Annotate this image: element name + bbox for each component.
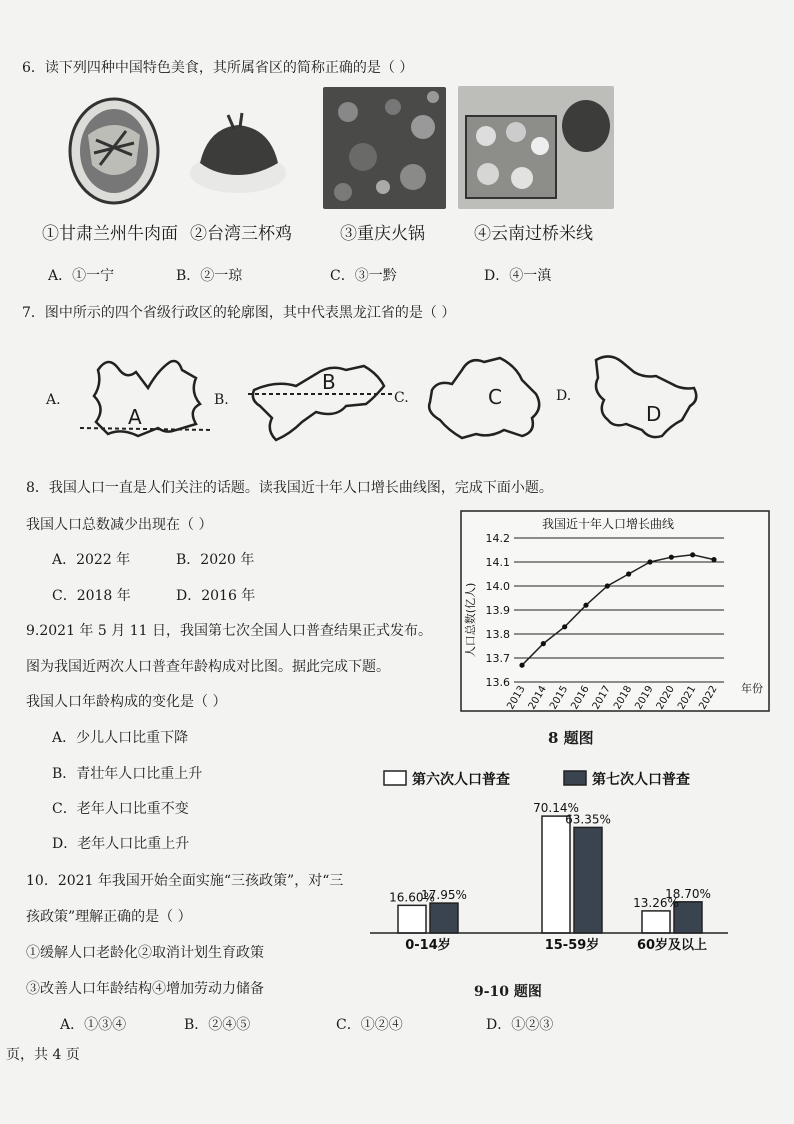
q7-option-b[interactable]: B. [214, 392, 229, 408]
x-tick-label: 2022 [697, 684, 720, 712]
y-tick-label: 13.6 [485, 676, 510, 689]
q10-stem-line-2: 孩政策”理解正确的是（ ） [26, 909, 192, 925]
x-tick-label: 2014 [526, 684, 549, 712]
q7-option-d[interactable]: D. [556, 388, 572, 404]
fig8-caption: 8 题图 [548, 729, 594, 747]
q10-statements-1: ①缓解人口老龄化②取消计划生育政策 [26, 945, 264, 961]
q7-option-a[interactable]: A. [46, 392, 61, 408]
caption-4: ④云南过桥米线 [474, 224, 593, 244]
shape-label-a: A [128, 405, 142, 429]
category-label: 15-59岁 [544, 938, 600, 953]
legend-label: 第七次人口普查 [592, 772, 690, 788]
bar [430, 903, 458, 933]
q6-option-d[interactable]: D．④一滇 [484, 268, 552, 284]
bar-value-label: 17.95% [421, 888, 467, 903]
y-tick-label: 14.1 [485, 556, 510, 569]
data-point [626, 571, 631, 576]
shape-label-d: D [646, 402, 662, 426]
data-point [583, 603, 588, 608]
bar [542, 816, 570, 933]
q9-option-b[interactable]: B．青壮年人口比重上升 [52, 766, 203, 782]
data-point [647, 559, 652, 564]
shape-label-b: B [322, 370, 336, 394]
q8-option-c[interactable]: C．2018 年 [52, 588, 131, 604]
q6-option-b[interactable]: B．②一琼 [176, 268, 243, 284]
q8-stem: 8．我国人口一直是人们关注的话题。读我国近十年人口增长曲线图，完成下面小题。 [26, 480, 553, 496]
legend-swatch [564, 771, 586, 785]
bar-value-label: 18.70% [665, 886, 711, 901]
caption-3: ③重庆火锅 [340, 224, 425, 244]
caption-1: ①甘肃兰州牛肉面 [42, 224, 178, 244]
q9-option-a[interactable]: A．少儿人口比重下降 [52, 730, 189, 746]
x-tick-label: 2017 [590, 684, 613, 712]
caption-2: ②台湾三杯鸡 [190, 224, 292, 244]
q10-option-d[interactable]: D．①②③ [486, 1017, 554, 1033]
legend-swatch [384, 771, 406, 785]
x-tick-label: 2021 [676, 684, 699, 712]
fig910-caption: 9-10 题图 [474, 984, 542, 1000]
bar [642, 911, 670, 933]
bar-value-label: 13.26% [633, 895, 679, 910]
y-tick-label: 13.7 [485, 652, 510, 665]
q9-option-d[interactable]: D．老年人口比重上升 [52, 836, 190, 852]
y-tick-label: 13.8 [485, 628, 510, 641]
q6-option-a[interactable]: A．①一宁 [48, 268, 115, 284]
province-outline-b [246, 360, 396, 444]
q10-option-b[interactable]: B．②④⑤ [184, 1017, 251, 1033]
bar-value-label: 63.35% [565, 812, 611, 827]
bar-value-label: 16.60% [389, 890, 435, 905]
x-tick-label: 2016 [569, 684, 592, 712]
q8-option-b[interactable]: B．2020 年 [176, 552, 255, 568]
x-tick-label: 2018 [612, 684, 635, 712]
data-point [711, 557, 716, 562]
data-point [519, 663, 524, 668]
category-label: 0-14岁 [405, 938, 451, 953]
line-chart-xlabel: 年份 [741, 682, 763, 695]
y-tick-label: 13.9 [485, 604, 510, 617]
province-outline-a [78, 350, 214, 442]
shape-label-c: C [488, 385, 502, 409]
population-line-chart [460, 510, 770, 712]
line-chart-ylabel: 人口总数(亿人) [464, 582, 477, 658]
q10-statements-2: ③改善人口年龄结构④增加劳动力储备 [26, 981, 264, 997]
bar [574, 827, 602, 933]
q10-option-c[interactable]: C．①②④ [336, 1017, 403, 1033]
q8-option-a[interactable]: A．2022 年 [52, 552, 131, 568]
beef-noodle-photo [66, 95, 162, 207]
q8-sub: 我国人口总数减少出现在（ ） [26, 517, 213, 533]
data-point [605, 583, 610, 588]
bar-value-label: 70.14% [533, 801, 579, 816]
x-tick-label: 2020 [654, 684, 677, 712]
q8-option-d[interactable]: D．2016 年 [176, 588, 256, 604]
three-cup-chicken-photo [188, 103, 288, 198]
rice-noodle-photo [458, 86, 614, 209]
x-tick-label: 2019 [633, 684, 656, 712]
q9-sub: 我国人口年龄构成的变化是（ ） [26, 694, 227, 710]
category-label: 60岁及以上 [636, 938, 708, 953]
x-tick-label: 2013 [505, 684, 528, 712]
hotpot-photo [323, 87, 446, 209]
data-point [562, 624, 567, 629]
q6-stem: 6．读下列四种中国特色美食，其所属省区的简称正确的是（ ） [22, 60, 414, 76]
bar [398, 905, 426, 933]
data-point [669, 555, 674, 560]
legend-label: 第六次人口普查 [412, 772, 510, 788]
q9-stem: 9.2021 年 5 月 11 日，我国第七次全国人口普查结果正式发布。 [26, 623, 432, 639]
q6-option-c[interactable]: C．③一黔 [330, 268, 397, 284]
data-point [690, 552, 695, 557]
province-outline-c [418, 350, 550, 442]
x-tick-label: 2015 [548, 684, 571, 712]
q9-option-c[interactable]: C．老年人口比重不变 [52, 801, 189, 817]
province-outline-d [586, 350, 706, 444]
page-footer: 页，共 4 页 [6, 1047, 80, 1063]
line-chart-title: 我国近十年人口增长曲线 [541, 517, 675, 531]
age-structure-bar-chart [340, 765, 750, 955]
q7-option-c[interactable]: C. [394, 390, 409, 406]
q10-option-a[interactable]: A．①③④ [60, 1017, 127, 1033]
y-tick-label: 14.2 [485, 532, 510, 545]
data-point [541, 641, 546, 646]
y-tick-label: 14.0 [485, 580, 510, 593]
q7-stem: 7．图中所示的四个省级行政区的轮廓图，其中代表黑龙江省的是（ ） [22, 305, 456, 321]
q10-stem-line-1: 10．2021 年我国开始全面实施“三孩政策”，对“三 [26, 873, 344, 889]
q9-stem-2: 图为我国近两次人口普查年龄构成对比图。据此完成下题。 [26, 659, 390, 675]
